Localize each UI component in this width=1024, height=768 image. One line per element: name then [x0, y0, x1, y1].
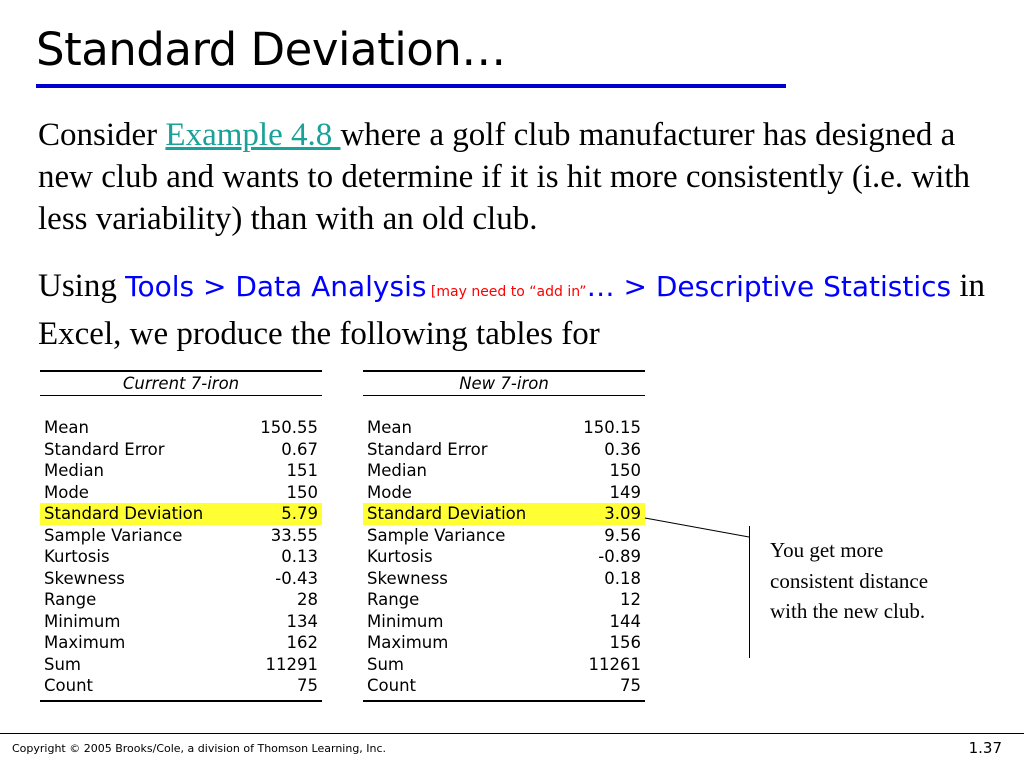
- row-label: Sample Variance: [44, 525, 183, 545]
- table-row: [40, 439, 322, 461]
- row-label: Mean: [44, 418, 89, 437]
- row-value: 0.13: [281, 547, 318, 566]
- row-label: Sample Variance: [367, 525, 506, 545]
- table-row: [40, 417, 322, 439]
- row-label: Skewness: [367, 568, 448, 588]
- title-underline: [36, 84, 786, 88]
- footer-divider: [0, 733, 1024, 734]
- table-row: [40, 482, 322, 504]
- row-label: Minimum: [367, 611, 444, 631]
- row-value: 0.67: [281, 439, 318, 459]
- row-value: 75: [620, 676, 641, 695]
- row-value: 3.09: [604, 504, 641, 523]
- row-label: Maximum: [367, 633, 449, 652]
- row-value: 150: [286, 482, 318, 502]
- row-label: Count: [367, 676, 417, 695]
- row-value: 33.55: [270, 525, 318, 545]
- row-value: 151: [286, 461, 318, 480]
- row-value: 11291: [265, 654, 318, 674]
- row-label: Range: [367, 590, 420, 609]
- row-label: Standard Deviation: [44, 504, 204, 523]
- row-label: Standard Deviation: [367, 504, 527, 523]
- row-label: Maximum: [44, 633, 126, 652]
- row-value: 75: [297, 676, 318, 695]
- row-value: 134: [286, 611, 318, 631]
- table-row: [363, 439, 645, 461]
- table-row: [40, 675, 322, 697]
- row-label: Skewness: [44, 568, 125, 588]
- table-rows: [363, 417, 645, 697]
- row-value: 162: [286, 633, 318, 652]
- menu-path-tools: Tools > Data Analysis: [125, 270, 427, 303]
- table-row: [40, 589, 322, 611]
- footer-copyright: Copyright © 2005 Brooks/Cole, a division of Thomson Learning, Inc.: [12, 742, 387, 755]
- example-link[interactable]: Example 4.8: [165, 117, 341, 153]
- table-row-highlighted: [40, 503, 322, 525]
- table-bottom-rule: [40, 700, 322, 702]
- stats-table-new: [363, 370, 645, 702]
- slide-title: Standard Deviation…: [36, 23, 506, 76]
- row-label: Standard Error: [44, 439, 165, 459]
- paragraph-example: [38, 114, 1013, 240]
- table-row: [363, 525, 645, 547]
- row-label: Range: [44, 590, 97, 609]
- slide-number: 1.37: [968, 739, 1002, 757]
- stats-table-current: [40, 370, 322, 702]
- row-value: 9.56: [604, 525, 641, 545]
- row-label: Sum: [44, 654, 82, 674]
- row-label: Median: [44, 461, 105, 480]
- row-value: -0.43: [275, 568, 318, 588]
- callout-bracket: [749, 526, 750, 658]
- table-row: [40, 546, 322, 568]
- table-row-highlighted: [363, 503, 645, 525]
- row-label: Minimum: [44, 611, 121, 631]
- table-row: [363, 546, 645, 568]
- table-row: [40, 568, 322, 590]
- menu-path-descriptive: … > Descriptive Statistics: [586, 270, 952, 303]
- row-value: 150: [609, 461, 641, 480]
- table-row: [40, 460, 322, 482]
- callout-text: You get more consistent distance with the new club.: [770, 538, 929, 623]
- table-title: New 7-iron: [363, 370, 645, 396]
- row-label: Mode: [44, 482, 89, 502]
- row-label: Mean: [367, 418, 412, 437]
- row-value: 0.18: [604, 568, 641, 588]
- table-rows: [40, 417, 322, 697]
- table-row: [40, 525, 322, 547]
- row-value: 150.55: [260, 418, 318, 437]
- paragraph-text-end: where a golf club manufacturer has designed a new club and wants to determine if it is hit more consistently (i.e. with less variability) than with an old club.: [38, 117, 971, 237]
- table-row: [40, 632, 322, 654]
- row-label: Standard Error: [367, 439, 488, 459]
- paragraph-rest-text: in Excel, we produce the following tables for: [38, 268, 986, 352]
- table-row: [363, 675, 645, 697]
- table-row: [363, 654, 645, 676]
- paragraph-text-start: Consider: [38, 117, 166, 153]
- row-value: 149: [609, 482, 641, 502]
- table-row: [363, 417, 645, 439]
- table-row: [363, 611, 645, 633]
- table-row: [363, 482, 645, 504]
- row-value: 0.36: [604, 439, 641, 459]
- table-row: [363, 568, 645, 590]
- row-value: 5.79: [281, 504, 318, 523]
- using-text: Using: [38, 268, 126, 304]
- row-label: Median: [367, 461, 428, 480]
- row-label: Kurtosis: [367, 547, 433, 566]
- row-label: Sum: [367, 654, 405, 674]
- table-row: [40, 611, 322, 633]
- row-label: Count: [44, 676, 94, 695]
- row-value: 11261: [588, 654, 641, 674]
- table-bottom-rule: [363, 700, 645, 702]
- row-value: 12: [620, 590, 641, 609]
- row-value: 150.15: [583, 418, 641, 437]
- row-label: Kurtosis: [44, 547, 110, 566]
- table-row: [363, 632, 645, 654]
- row-value: -0.89: [598, 547, 641, 566]
- add-in-note: [may need to “add in”: [426, 284, 587, 300]
- row-value: 156: [609, 633, 641, 652]
- table-title: Current 7-iron: [40, 370, 322, 396]
- row-label: Mode: [367, 482, 412, 502]
- row-value: 28: [297, 590, 318, 609]
- table-row: [363, 460, 645, 482]
- table-row: [40, 654, 322, 676]
- row-value: 144: [609, 611, 641, 631]
- table-row: [363, 589, 645, 611]
- paragraph-instructions: [38, 265, 1013, 355]
